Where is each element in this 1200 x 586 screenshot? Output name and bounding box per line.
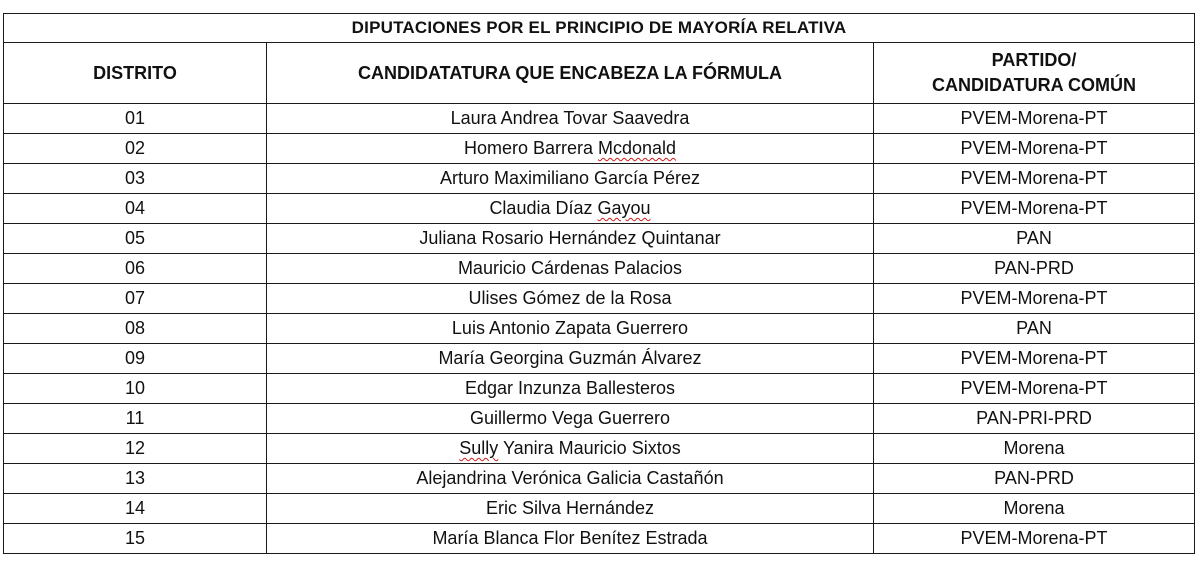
district-cell: 08 [4, 314, 267, 344]
candidate-name: Guillermo Vega Guerrero [469, 408, 671, 428]
district-cell: 13 [4, 464, 267, 494]
candidate-name-spellcheck-word: Mcdonald [598, 138, 677, 158]
table-row [4, 224, 1195, 254]
candidate-cell [267, 314, 874, 344]
candidates-table [3, 13, 1195, 554]
party-cell: PVEM-Morena-PT [874, 104, 1195, 134]
table-row [4, 404, 1195, 434]
district-cell: 04 [4, 194, 267, 224]
district-cell: 09 [4, 344, 267, 374]
candidate-name: Ulises Gómez de la Rosa [468, 288, 672, 308]
candidate-name: Eric Silva Hernández [485, 498, 655, 518]
table-row [4, 104, 1195, 134]
candidate-cell [267, 254, 874, 284]
district-cell: 05 [4, 224, 267, 254]
candidate-cell [267, 224, 874, 254]
party-cell: Morena [874, 434, 1195, 464]
candidate-name: Claudia Díaz [489, 198, 598, 218]
party-cell: PAN [874, 224, 1195, 254]
table-title: DIPUTACIONES POR EL PRINCIPIO DE MAYORÍA RELATIVA [4, 14, 1195, 43]
candidate-name: Edgar Inzunza Ballesteros [464, 378, 676, 398]
table-row [4, 134, 1195, 164]
candidate-name: Luis Antonio Zapata Guerrero [451, 318, 689, 338]
candidate-name: Mauricio Cárdenas Palacios [457, 258, 683, 278]
candidate-name: Arturo Maximiliano García Pérez [439, 168, 701, 188]
party-cell: PVEM-Morena-PT [874, 284, 1195, 314]
table-row [4, 434, 1195, 464]
candidate-cell [267, 284, 874, 314]
table-body [4, 104, 1195, 554]
district-cell: 02 [4, 134, 267, 164]
candidate-name: Juliana Rosario Hernández Quintanar [419, 228, 721, 248]
candidate-cell [267, 434, 874, 464]
header-party-line2: CANDIDATURA COMÚN [932, 75, 1136, 95]
district-cell: 11 [4, 404, 267, 434]
district-cell: 03 [4, 164, 267, 194]
district-cell: 15 [4, 524, 267, 554]
table-row [4, 494, 1195, 524]
table-title-row [4, 14, 1195, 43]
party-cell: PVEM-Morena-PT [874, 344, 1195, 374]
candidate-name-spellcheck-word: Gayou [597, 198, 651, 218]
candidate-cell [267, 404, 874, 434]
table-row [4, 524, 1195, 554]
party-cell: PAN-PRD [874, 254, 1195, 284]
party-cell: PAN-PRD [874, 464, 1195, 494]
party-cell: Morena [874, 494, 1195, 524]
header-district: DISTRITO [4, 43, 267, 104]
party-cell: PVEM-Morena-PT [874, 524, 1195, 554]
candidate-cell [267, 344, 874, 374]
header-candidate: CANDIDATATURA QUE ENCABEZA LA FÓRMULA [267, 43, 874, 104]
candidate-cell [267, 464, 874, 494]
party-cell: PVEM-Morena-PT [874, 194, 1195, 224]
candidate-name: Homero Barrera [463, 138, 598, 158]
candidate-name: María Blanca Flor Benítez Estrada [432, 528, 708, 548]
table-row [4, 164, 1195, 194]
table-row [4, 314, 1195, 344]
candidate-name: María Georgina Guzmán Álvarez [438, 348, 702, 368]
district-cell: 12 [4, 434, 267, 464]
candidate-cell [267, 134, 874, 164]
district-cell: 14 [4, 494, 267, 524]
candidate-cell [267, 494, 874, 524]
candidate-cell [267, 194, 874, 224]
table-row [4, 464, 1195, 494]
district-cell: 01 [4, 104, 267, 134]
candidate-name-rest: Yanira Mauricio Sixtos [498, 438, 681, 458]
candidate-name: Alejandrina Verónica Galicia Castañón [416, 468, 724, 488]
candidate-cell [267, 524, 874, 554]
candidate-cell [267, 374, 874, 404]
candidate-name-spellcheck-word: Sully [459, 438, 499, 458]
table-header-row [4, 43, 1195, 104]
district-cell: 07 [4, 284, 267, 314]
table-row [4, 254, 1195, 284]
district-cell: 10 [4, 374, 267, 404]
candidate-cell [267, 104, 874, 134]
candidate-name: Laura Andrea Tovar Saavedra [450, 108, 690, 128]
table-row [4, 374, 1195, 404]
party-cell: PVEM-Morena-PT [874, 134, 1195, 164]
district-cell: 06 [4, 254, 267, 284]
header-party-line1: PARTIDO/ [991, 50, 1077, 70]
party-cell: PVEM-Morena-PT [874, 164, 1195, 194]
party-cell: PAN [874, 314, 1195, 344]
candidate-cell [267, 164, 874, 194]
party-cell: PVEM-Morena-PT [874, 374, 1195, 404]
table-row [4, 284, 1195, 314]
table-row [4, 344, 1195, 374]
header-party [874, 43, 1195, 104]
party-cell: PAN-PRI-PRD [874, 404, 1195, 434]
table-row [4, 194, 1195, 224]
